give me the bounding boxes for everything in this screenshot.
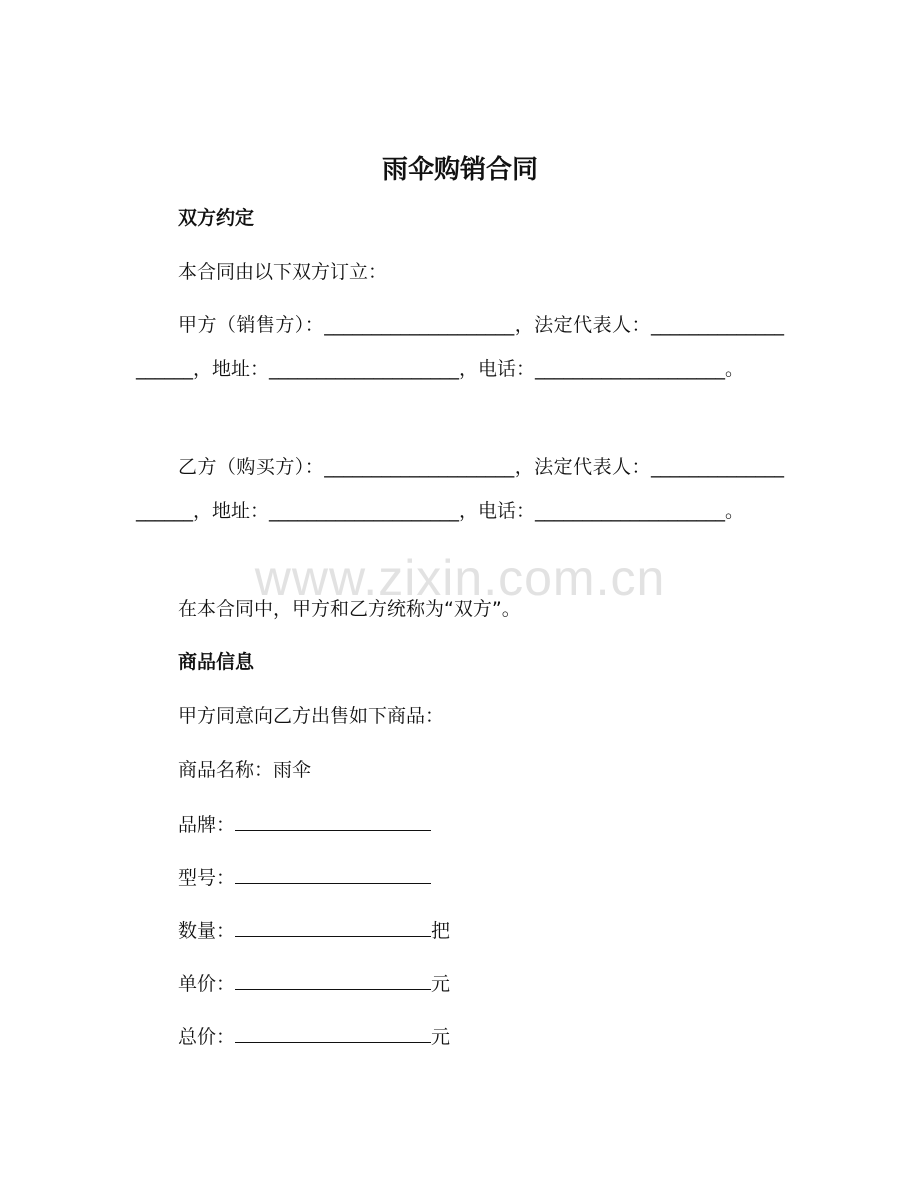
brand-line (178, 808, 431, 840)
unit-price-unit: 元 (431, 973, 451, 995)
party-a-paragraph: 甲方（销售方）：____________________，法定代表人：____________________，地址：____________________，电话：____________________。 (136, 314, 784, 380)
total-price-blank (235, 1020, 431, 1043)
total-price-unit: 元 (431, 1026, 451, 1048)
unit-price-blank (235, 967, 431, 990)
brand-blank (235, 808, 431, 831)
total-price-line (178, 1020, 450, 1052)
quantity-line (178, 914, 450, 946)
unit-price-label: 单价： (178, 973, 236, 995)
model-label: 型号： (178, 867, 236, 889)
model-line (178, 861, 431, 893)
party-b-paragraph: 乙方（购买方）：____________________，法定代表人：____________________，地址：____________________，电话：____________________。 (136, 456, 784, 522)
total-price-label: 总价： (178, 1026, 236, 1048)
section-heading-agreement: 双方约定 (178, 207, 255, 229)
both-parties-paragraph: 在本合同中，甲方和乙方统称为“双方”。 (178, 598, 521, 620)
goods-name-line: 商品名称：雨伞 (178, 759, 312, 781)
quantity-blank (235, 914, 431, 937)
goods-intro-paragraph: 甲方同意向乙方出售如下商品： (178, 705, 445, 727)
unit-price-line (178, 967, 450, 999)
brand-label: 品牌： (178, 814, 236, 836)
document-title: 雨伞购销合同 (381, 155, 538, 185)
quantity-label: 数量： (178, 920, 236, 942)
quantity-unit: 把 (431, 920, 451, 942)
model-blank (235, 861, 431, 884)
watermark: www.zixin.com.cn (254, 550, 666, 606)
section-heading-goods: 商品信息 (178, 651, 255, 673)
intro-paragraph: 本合同由以下双方订立： (178, 261, 388, 283)
